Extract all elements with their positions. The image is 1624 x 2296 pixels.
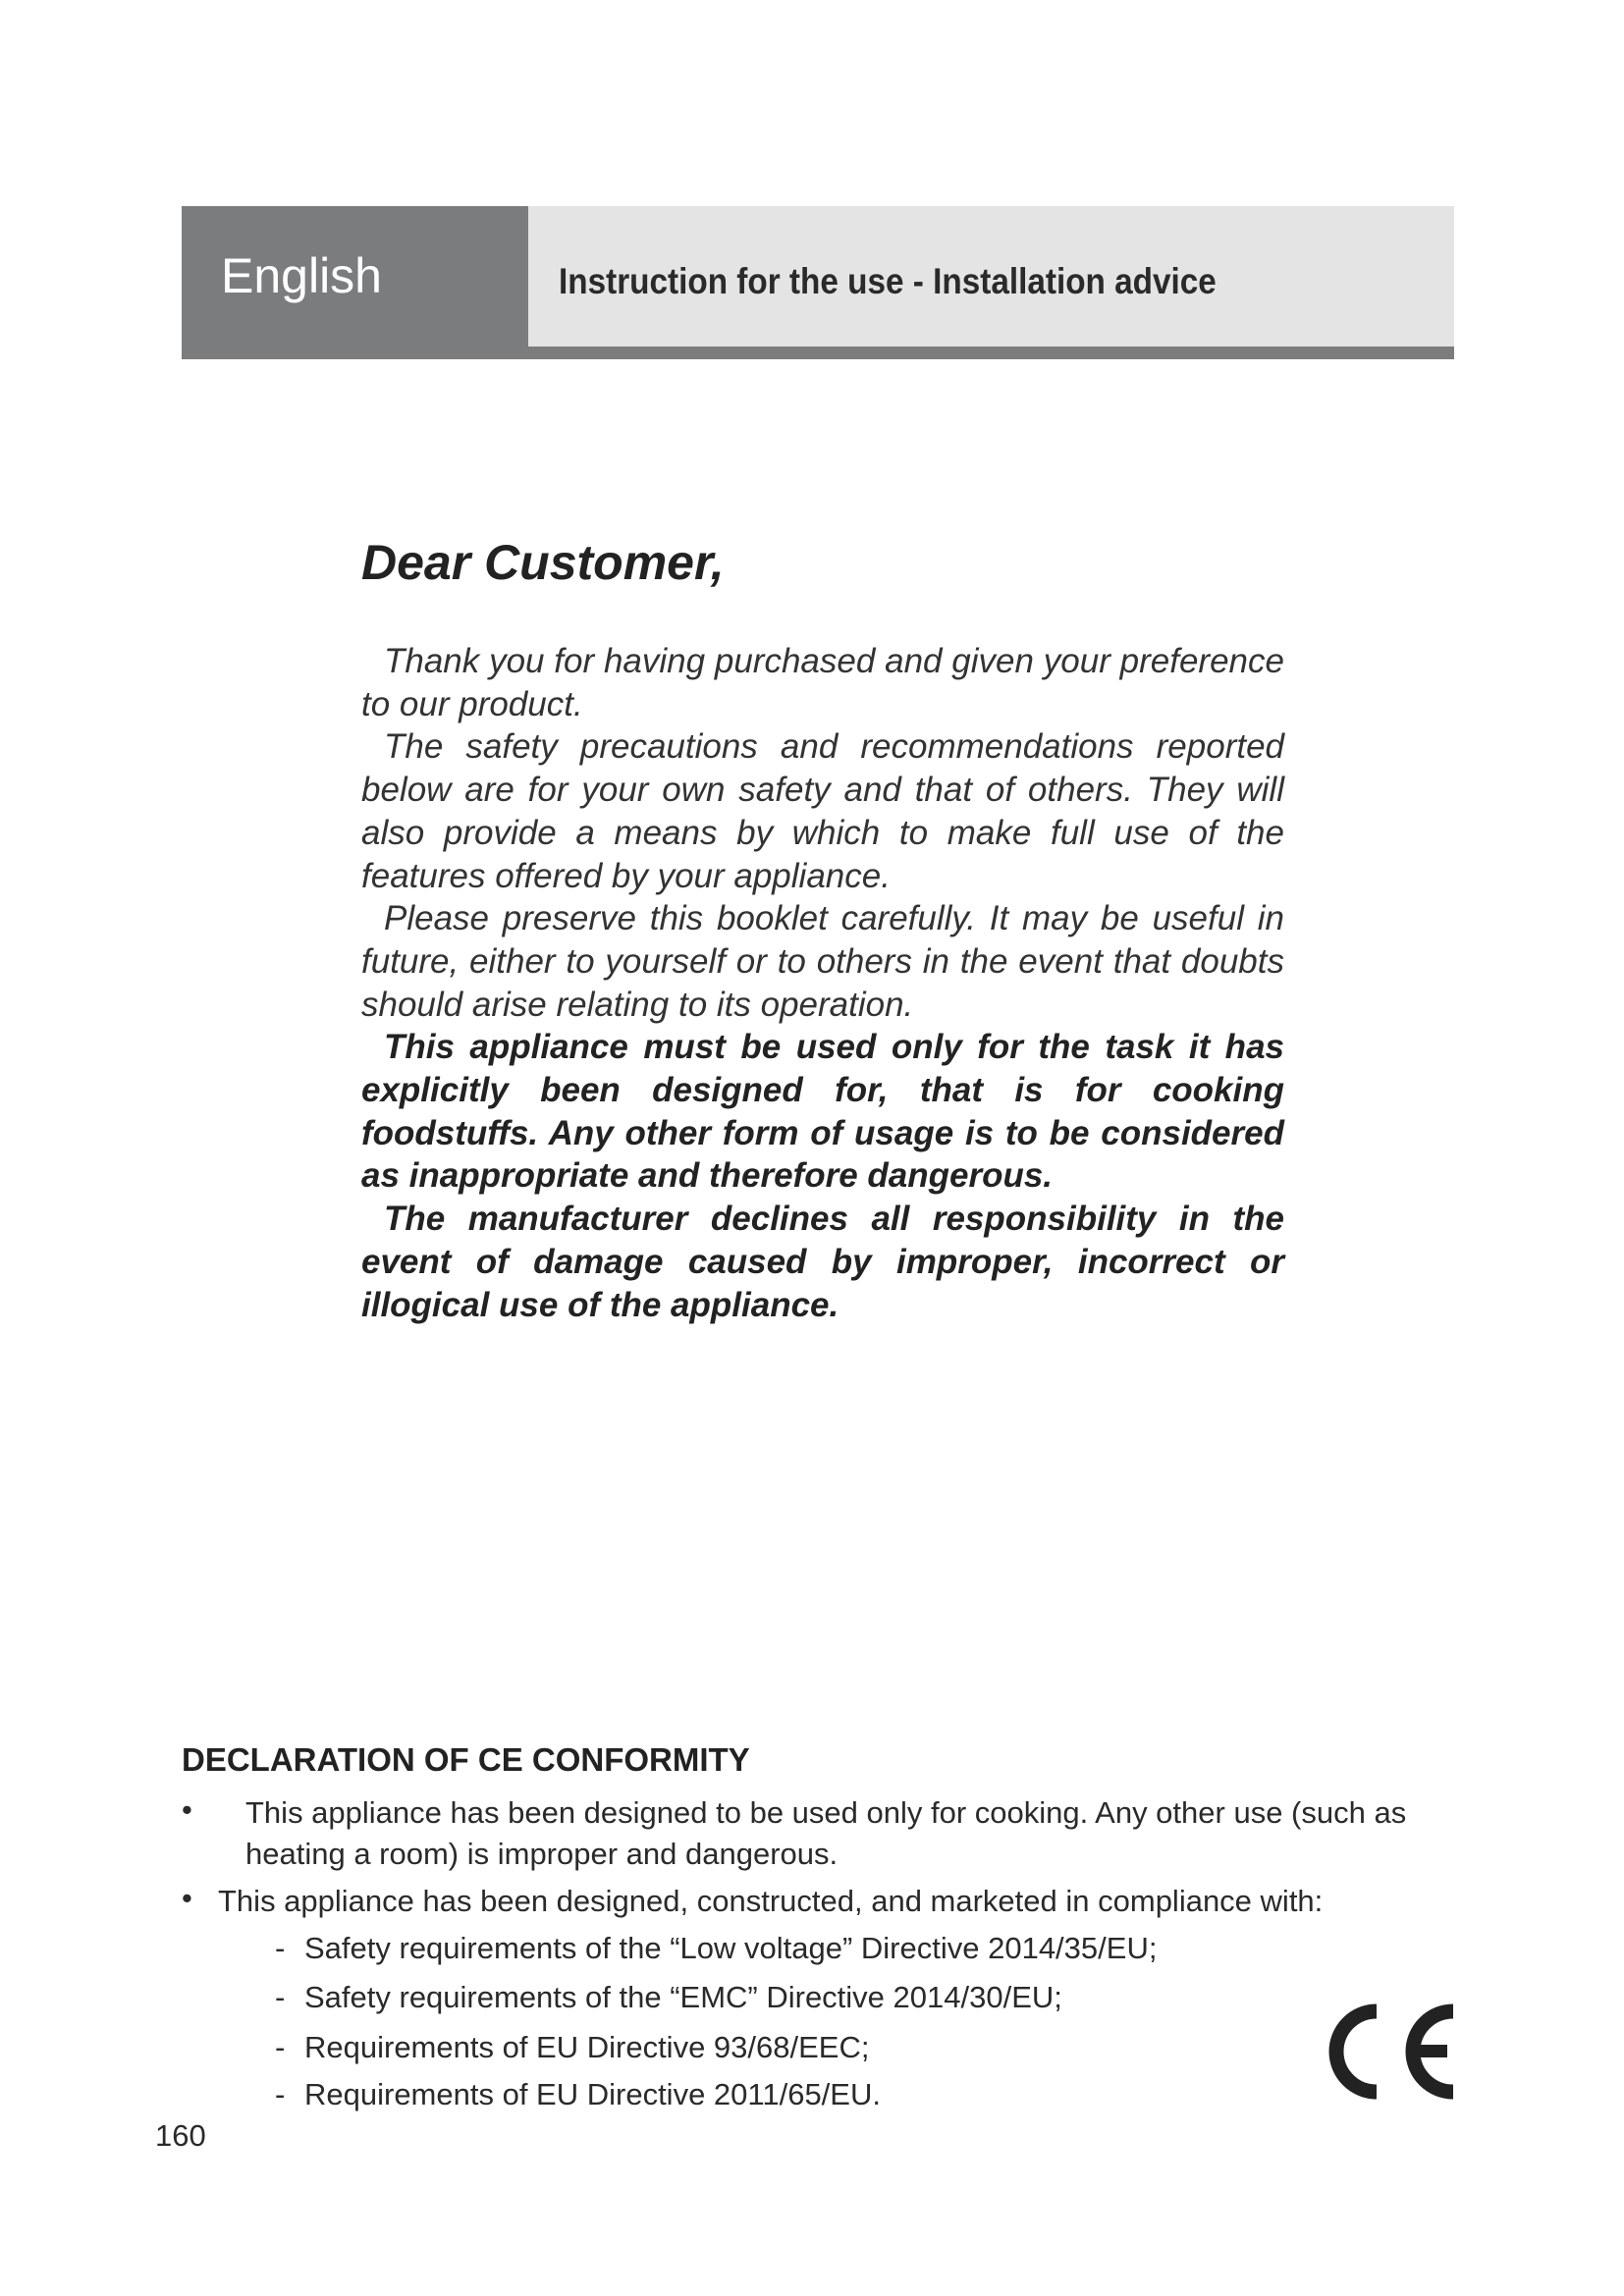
directive-item <box>275 2027 869 2068</box>
title-band <box>528 206 1454 347</box>
declaration-bullet-usage: This appliance has been designed to be used only for cooking. Any other use (such as heating a room) is improper and dangerous. <box>245 1795 1407 1871</box>
intro-paragraph-safety: The safety precautions and recommendations reported below are for your own safety and that of others. They will also provide a means by which to make full use of the features offered by your appliance. <box>361 727 1284 895</box>
ce-mark-c <box>1336 2011 1377 2092</box>
ce-mark-logo <box>1316 1998 1463 2106</box>
intro-paragraph-thanks: Thank you for having purchased and given your preference to our product. <box>361 642 1284 723</box>
intro-paragraph-liability: The manufacturer declines all responsibility in the event of damage caused by improper, incorrect or illogical use of the appliance. <box>361 1200 1284 1324</box>
title-underline <box>528 347 1454 359</box>
language-tab <box>182 206 528 359</box>
page-number: 160 <box>155 2118 206 2153</box>
directive-text: Safety requirements of the “Low voltage” Directive 2014/35/EU; <box>304 1931 1158 1965</box>
bullet-dot: • <box>182 1792 192 1827</box>
directive-item <box>275 1977 1062 2018</box>
dash-symbol: - <box>275 2077 286 2111</box>
bullet-dot: • <box>182 1881 192 1915</box>
directive-item <box>275 1928 1157 1969</box>
intro-paragraph-usage-warning: This appliance must be used only for the task it has explicitly been designed for, that is for cooking foodstuffs. Any other form of usage is to be considered as inappropriate and therefore dangerous. <box>361 1028 1284 1196</box>
dash-symbol: - <box>275 1980 286 2014</box>
ce-mark-e-bar <box>1412 2045 1447 2057</box>
greeting-heading: Dear Customer, <box>361 535 725 590</box>
directive-text: Requirements of EU Directive 93/68/EEC; <box>304 2030 870 2064</box>
page-header <box>182 206 1454 359</box>
dash-symbol: - <box>275 2030 286 2064</box>
directive-text: Requirements of EU Directive 2011/65/EU. <box>304 2077 881 2111</box>
directive-text: Safety requirements of the “EMC” Directive 2014/30/EU; <box>304 1980 1062 2014</box>
dash-symbol: - <box>275 1931 286 1965</box>
header-title: Instruction for the use - Installation advice <box>559 261 1217 301</box>
intro-text <box>361 640 1284 1326</box>
language-label: English <box>221 248 382 303</box>
intro-paragraph-preserve: Please preserve this booklet carefully. It may be useful in future, either to yourself or to others in the event that doubts should arise relating to its operation. <box>361 899 1284 1024</box>
declaration-bullet-compliance: This appliance has been designed, constructed, and marketed in compliance with: <box>218 1884 1324 1918</box>
directive-item <box>275 2074 881 2115</box>
declaration-heading: DECLARATION OF CE CONFORMITY <box>182 1741 750 1778</box>
